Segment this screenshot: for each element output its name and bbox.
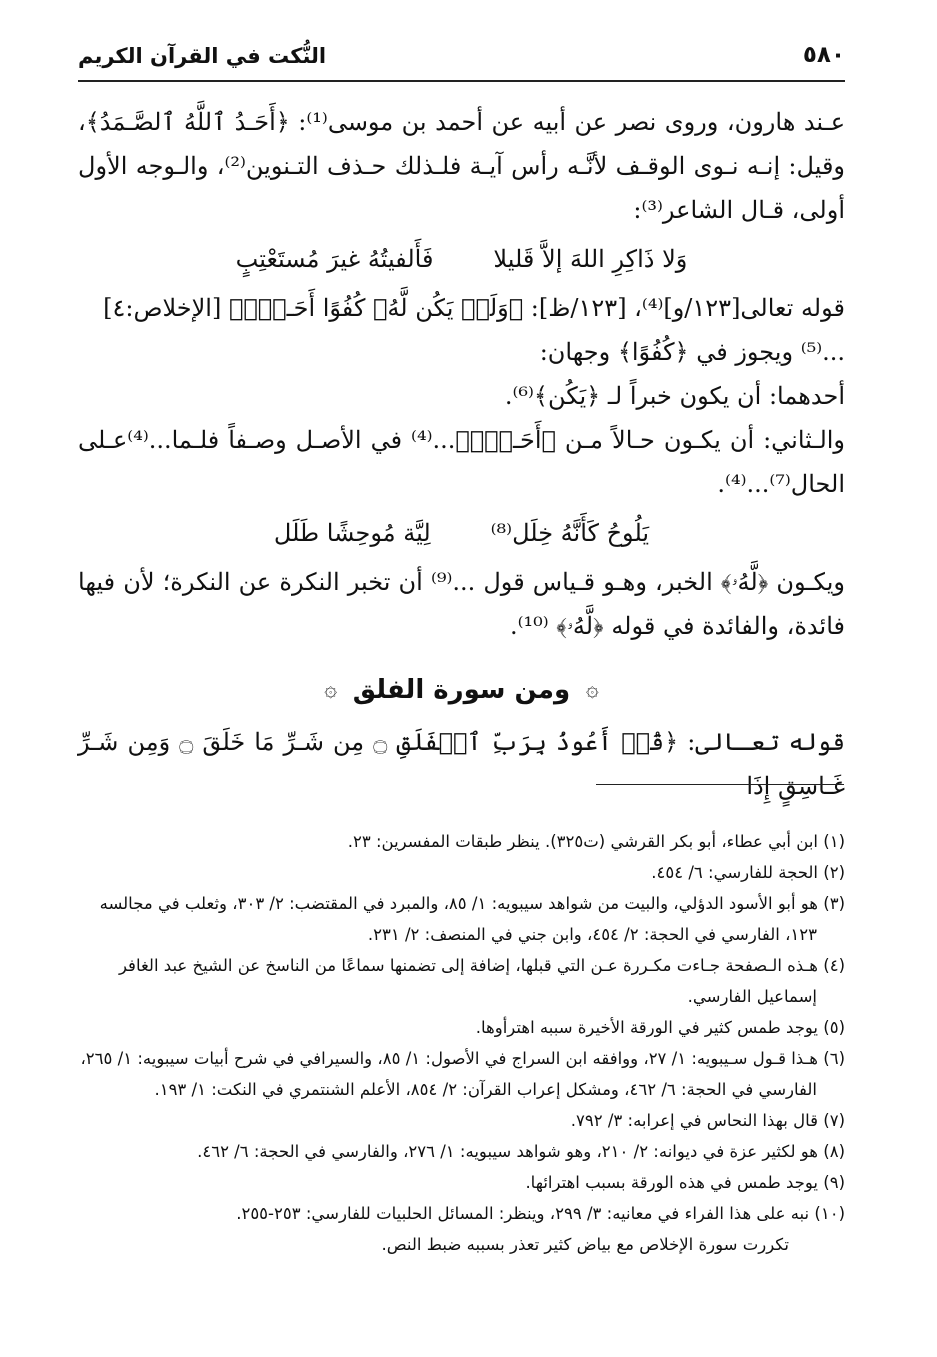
footnote-4-continued: إسماعيل الفارسي.	[687, 987, 817, 1006]
footnote-note: تكررت سورة الإخلاص مع بياض كثير تعذر بسببه ضبط النص.	[381, 1235, 789, 1254]
footnote-9: (٩) يوجد طمس في هذه الورقة بسبب اهترائها.	[525, 1173, 845, 1192]
poetry-verse-2	[78, 510, 845, 556]
paragraph-1: عـند هارون، وروى نصر عن أبيه عن أحمد بن موسى⁽¹⁾: ﴿أَحَـدُ ٱللَّهُ ٱلصَّـمَدُ﴾، وقيل: إنـه نـوى الوقـف لأنَّـه رأس آيـة فلـذلك حـذف التـنوين⁽²⁾، والـوجه الأول أولى، قـال الشاعر⁽³⁾:	[78, 108, 846, 224]
footnote-6-continued: الفارسي في الحجة: ٦/ ٤٦٢، ومشكل إعراب القرآن: ٢/ ٨٥٤، الأعلم الشنتمري في النكت: ١/ ١٩٣.	[154, 1080, 817, 1099]
paragraph-2: قوله تعالى[١٢٣/و]⁽⁴⁾، [١٢٣/ظ]: ﴿وَلَمۡ يَكُن لَّهُۥ كُفُوًا أَحَـدُۢ﴾ [الإخلاص:٤]	[103, 294, 845, 322]
footnote-2: (٢) الحجة للفارسي: ٦/ ٤٥٤.	[651, 863, 845, 882]
verse-2-second-hemistich: يَلُوحُ كَأَنَّهُ خِلَل⁽⁸⁾	[490, 519, 650, 547]
paragraph-3: ...⁽⁵⁾ ويجوز في ﴿كُفُوًا﴾ وجهان:	[539, 338, 845, 366]
footnote-3-continued: ١٢٣، الفارسي في الحجة: ٢/ ٤٥٤، وابن جني في المنصف: ٢/ ٢٣١.	[367, 925, 817, 944]
book-title: النُّكت في القرآن الكريم	[78, 44, 327, 68]
page-number: ٥٨٠	[802, 42, 845, 68]
running-header	[78, 34, 845, 78]
poetry-verse-1	[78, 236, 845, 282]
paragraph-6: ويكـون ﴿لَّهُۥ﴾ الخبر، وهـو قـياس قول ...⁽⁹⁾ أن تخبر النكرة عن النكرة؛ لأن فيها فائدة، والفائدة في قوله ﴿لَّهُۥ﴾ ⁽¹⁰⁾.	[78, 568, 845, 640]
footnote-10: (١٠) نبه على هذا الفراء في معانيه: ٣/ ٢٩٩، وينظر: المسائل الحلبيات للفارسي: ٢٥٣-٢٥٥.	[236, 1204, 845, 1223]
surah-heading	[78, 666, 845, 712]
surah-title: ومن سورة الفلق	[352, 674, 571, 705]
footnote-4: (٤) هـذه الـصفحة جـاءت مكـررة عـن التي قبلها، إضافة إلى تضمنها سماعًا من الناسخ عن الشيخ عبد الغافر	[118, 956, 845, 975]
footnote-separator	[596, 784, 844, 785]
ornament-right-icon: ۞	[585, 676, 599, 702]
footnote-1: (١) ابن أبي عطاء، أبو بكر القرشي (ت٣٢٥). ينظر طبقات المفسرين: ٢٣.	[347, 832, 845, 851]
header-rule	[78, 80, 845, 82]
footnote-7: (٧) قال بهذا النحاس في إعرابه: ٣/ ٧٩٢.	[570, 1111, 845, 1130]
footnote-5: (٥) يوجد طمس كثير في الورقة الأخيرة سببه اهترأوها.	[475, 1018, 845, 1037]
footnote-8: (٨) هو لكثير عزة في ديوانه: ٢/ ٢١٠، وهو شواهد سيبويه: ١/ ٢٧٦، والفارسي في الحجة: ٦/ ٤٦٢.	[197, 1142, 845, 1161]
main-text	[78, 100, 845, 808]
paragraph-7: قوله تعـالى: ﴿قُلۡ أَعُوذُ بِرَبِّ ٱلۡفَلَقِ ۝ مِن شَـرِّ مَا خَلَقَ ۝ وَمِن شَـرِّ غَـاسِقٍ إِذَا	[78, 727, 846, 800]
footnote-6: (٦) هـذا قـول سـيبويه: ١/ ٢٧، ووافقه ابن السراج في الأصول: ١/ ٨٥، والسيرافي في شرح أبيات سيبويه: ١/ ٢٦٥،	[80, 1049, 845, 1068]
verse-1-second-hemistich: وَلا ذَاكِرِ اللهَ إلاَّ قَليلا	[493, 245, 688, 273]
verse-1-first-hemistich: فَأَلفيتُهُ غيرَ مُستَعْتِبٍ	[235, 245, 434, 273]
verse-2-first-hemistich: لِيَّة مُوحِشًا طَلَل	[273, 519, 431, 547]
paragraph-4: أحدهما: أن يكون خبراً لـ ﴿يَكُن﴾⁽⁶⁾.	[504, 382, 845, 410]
footnotes	[78, 826, 845, 1260]
ornament-left-icon: ۞	[324, 676, 338, 702]
paragraph-5: والـثاني: أن يكـون حـالاً مـن ﴿أَحَـدُۢ﴾...⁽⁴⁾ في الأصـل وصـفاً فلـما...⁽⁴⁾عـلى الحال⁽⁷⁾...⁽⁴⁾.	[78, 426, 846, 498]
footnote-3: (٣) هو أبو الأسود الدؤلي، والبيت من شواهد سيبويه: ١/ ٨٥، والمبرد في المقتضب: ٢/ ٣٠٣، وثعلب في مجالسه	[99, 894, 845, 913]
